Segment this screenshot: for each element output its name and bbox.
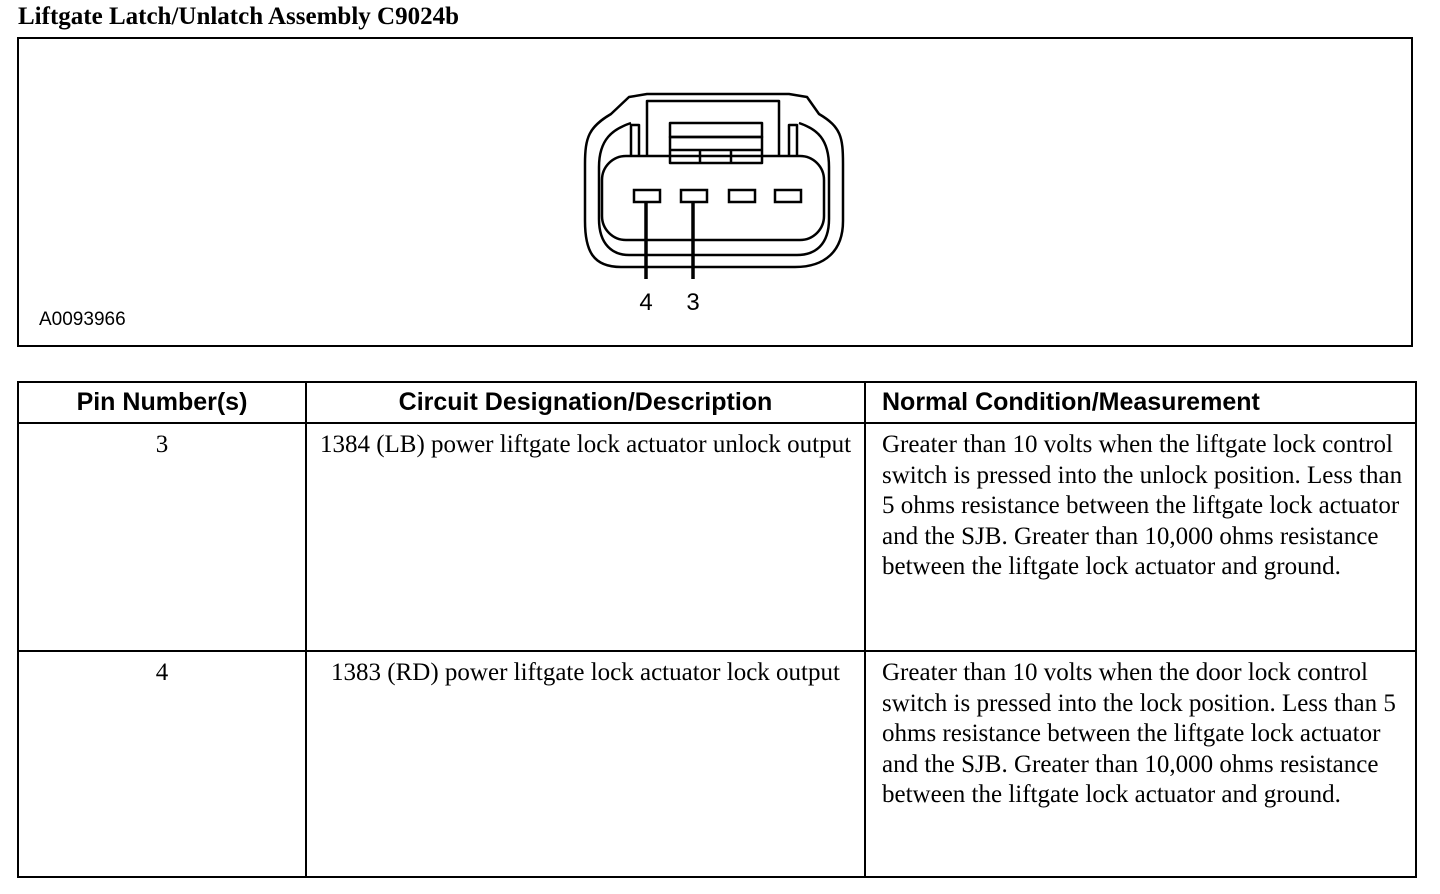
table-row (18, 651, 1416, 877)
pin-table (17, 381, 1417, 878)
pin-label-4: 4 (639, 289, 653, 316)
circuit-description-cell: 1383 (RD) power liftgate lock actuator lock output (306, 651, 865, 877)
measurement-cell: Greater than 10 volts when the door lock control switch is pressed into the lock position. Less than 5 ohms resistance between the liftgate lock actuator and the SJB. Greater than 10,000 ohms resistance between the liftgate lock actuator and ground. (865, 651, 1416, 877)
pin-2-terminal (729, 190, 755, 202)
connector-figure (17, 37, 1413, 347)
pin-4-terminal (634, 190, 660, 202)
latch-block (670, 123, 762, 137)
pin-number-cell: 3 (18, 423, 306, 651)
pin-3-terminal (681, 190, 707, 202)
pin-label-3: 3 (686, 289, 700, 316)
page-title: Liftgate Latch/Unlatch Assembly C9024b (18, 3, 459, 30)
figure-id: A0093966 (39, 309, 126, 330)
measurement-cell: Greater than 10 volts when the liftgate lock control switch is pressed into the unlock position. Less than 5 ohms resistance between the liftgate lock actuator and the SJB. Greater than 10,000 ohms resistance between the liftgate lock actuator and ground. (865, 423, 1416, 651)
circuit-description-cell: 1384 (LB) power liftgate lock actuator unlock output (306, 423, 865, 651)
pin-number-cell: 4 (18, 651, 306, 877)
header-normal-condition: Normal Condition/Measurement (865, 382, 1416, 423)
latch-arm-left (631, 125, 639, 156)
pin-1-terminal (775, 190, 801, 202)
latch-arm-right (789, 125, 797, 156)
table-row (18, 423, 1416, 651)
header-circuit-description: Circuit Designation/Description (306, 382, 865, 423)
header-pin-numbers: Pin Number(s) (18, 382, 306, 423)
latch-channel (647, 101, 779, 156)
connector-diagram (19, 39, 1411, 345)
table-header-row (18, 382, 1416, 423)
